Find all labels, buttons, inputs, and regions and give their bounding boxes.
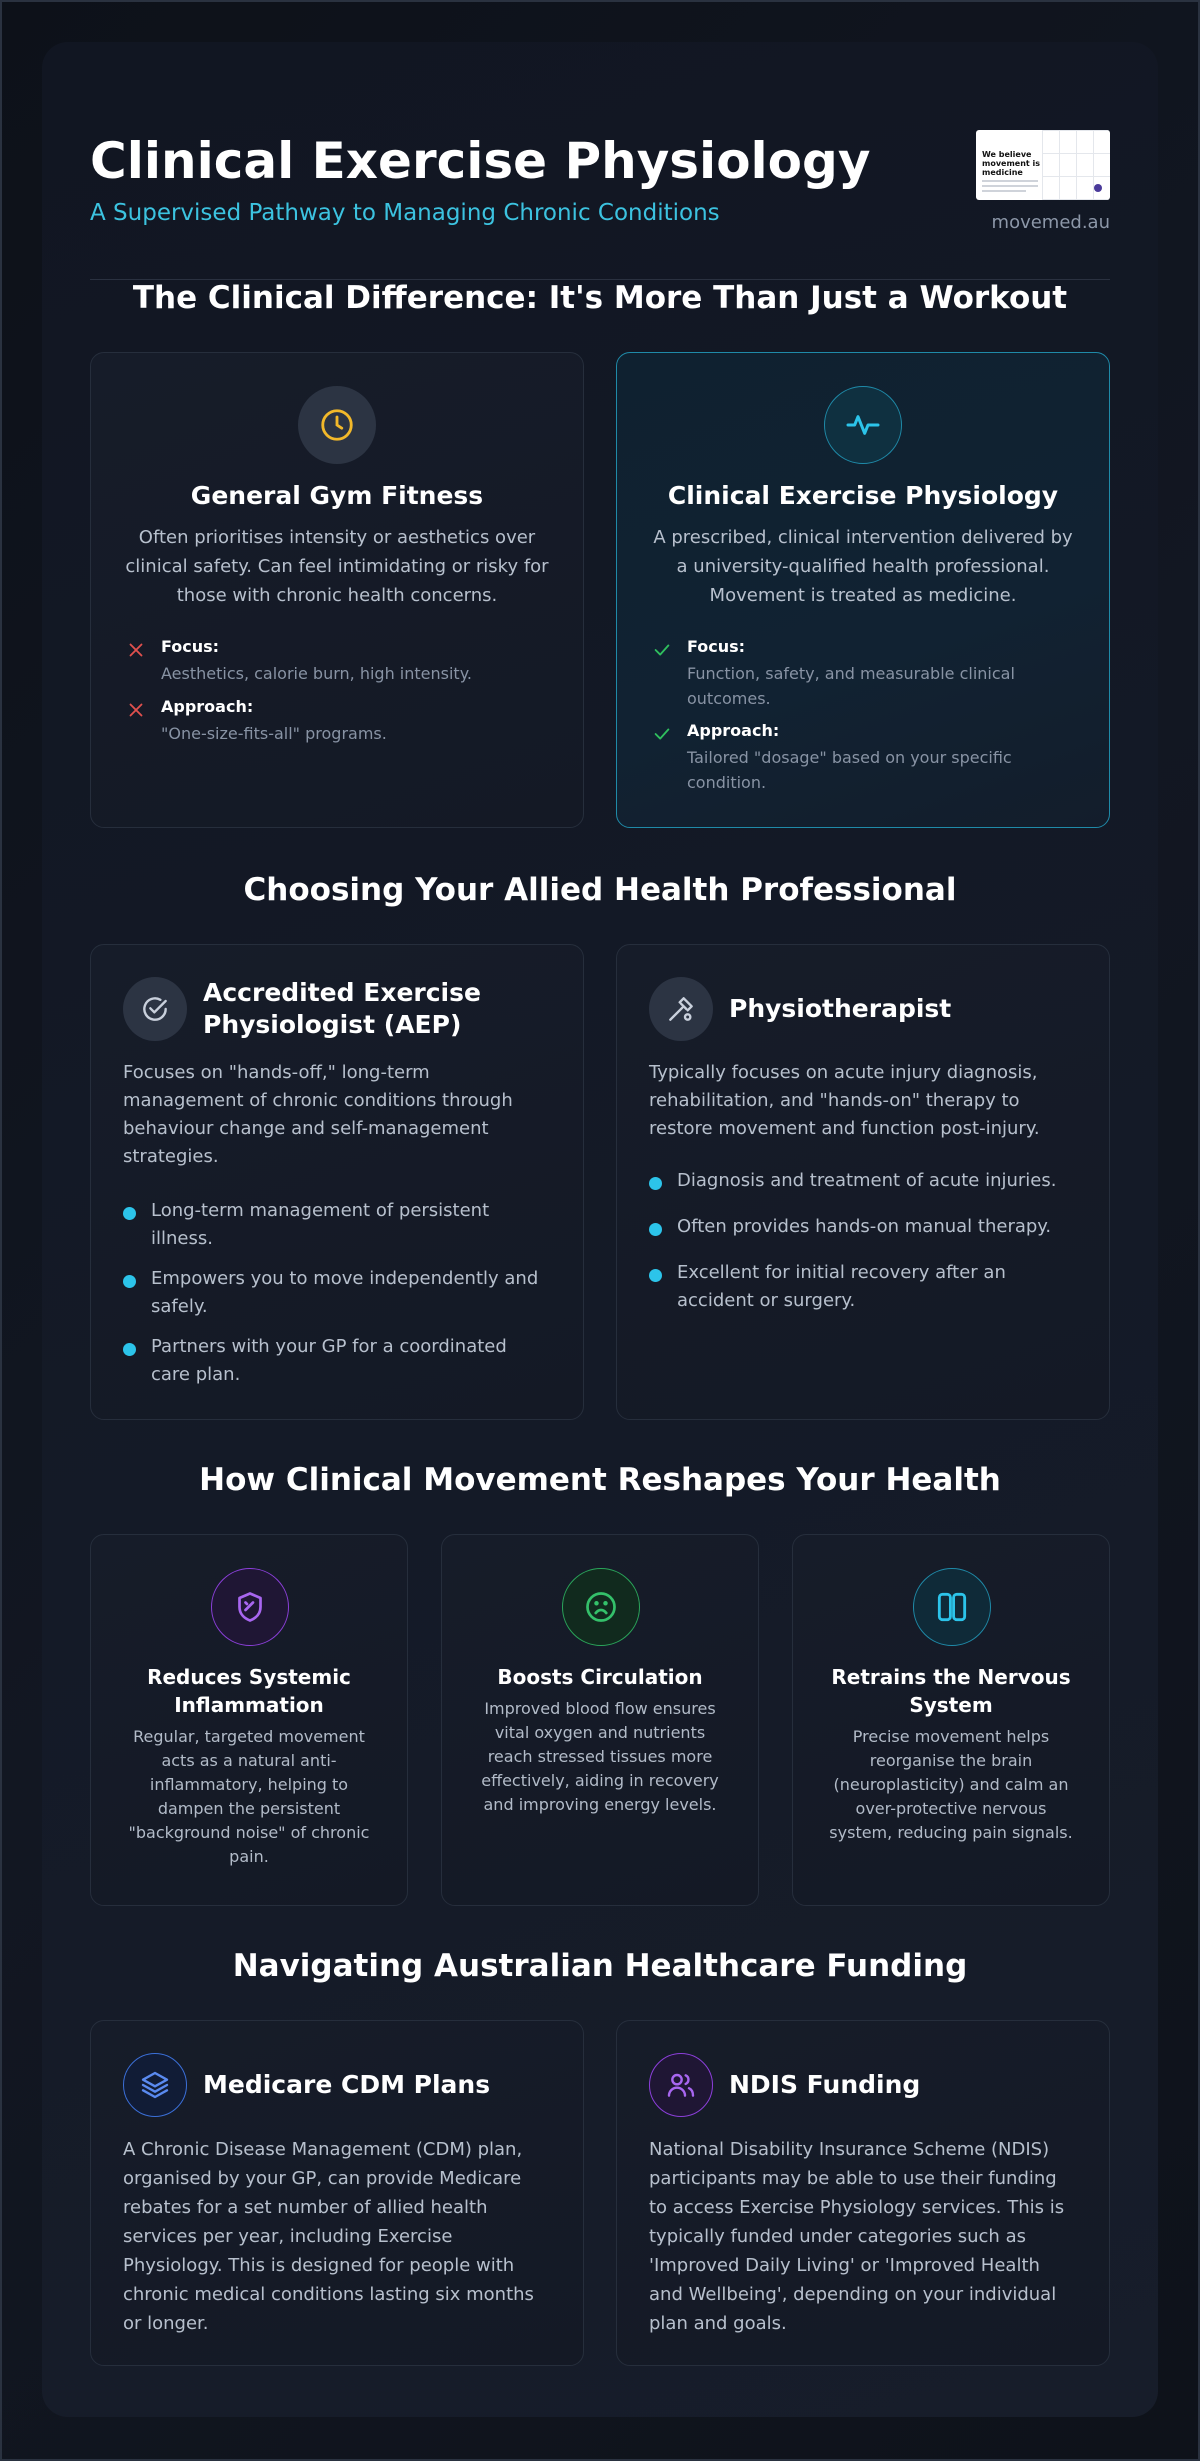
circulation-title: Boosts Circulation [497, 1665, 703, 1689]
thumbnail-text: We believe movement is medicine [982, 150, 1041, 177]
physio-card [616, 944, 1110, 1420]
clinical-ep-title: Clinical Exercise Physiology [667, 481, 1059, 510]
gym-approach-row [125, 697, 549, 747]
ndis-card [616, 2020, 1110, 2366]
clock-icon [298, 386, 376, 464]
check-circle-icon [123, 977, 187, 1041]
aep-point-text: Long-term management of persistent illness. [151, 1200, 490, 1249]
gym-focus-text: Aesthetics, calorie burn, high intensity. [161, 664, 472, 683]
nervous-system-description: Precise movement helps reorganise the brain (neuroplasticity) and calm an over-protective nervous system, reducing pain signals. [829, 1727, 1073, 1842]
physio-title: Physiotherapist [729, 994, 952, 1023]
gym-focus-label: Focus: [161, 637, 220, 656]
clinical-focus-text: Function, safety, and measurable clinical outcomes. [687, 664, 1015, 708]
check-icon [651, 723, 673, 745]
bullet-dot [123, 1275, 136, 1288]
aep-point-text: Partners with your GP for a coordinated care plan. [151, 1336, 507, 1385]
circulation-description: Improved blood flow ensures vital oxygen and nutrients reach stressed tissues more effectively, aiding in recovery and improving energy levels. [481, 1699, 719, 1814]
medicare-description: A Chronic Disease Management (CDM) plan, organised by your GP, can provide Medicare rebates for a set number of allied health services per year, including Exercise Physiology. This is designed for people with chronic medical conditions lasting six months or longer. [123, 2139, 534, 2334]
physio-point-1 [649, 1167, 1077, 1197]
aep-point-text: Empowers you to move independently and safely. [151, 1268, 539, 1317]
bullet-dot [649, 1223, 662, 1236]
gym-approach-text: "One-size-fits-all" programs. [161, 724, 387, 743]
bullet-dot [123, 1343, 136, 1356]
clinical-ep-card [616, 352, 1110, 828]
physio-point-2 [649, 1213, 1077, 1243]
header [90, 90, 1110, 280]
inflammation-description: Regular, targeted movement acts as a natural anti-inflammatory, helping to dampen the persistent "background noise" of chronic pain. [128, 1727, 370, 1866]
nervous-system-title: Retrains the Nervous System [831, 1665, 1071, 1717]
shield-icon [211, 1568, 289, 1646]
gym-fitness-description: Often prioritises intensity or aesthetics over clinical safety. Can feel intimidating or risky for those with chronic health concerns. [125, 527, 549, 606]
clinical-approach-row [651, 721, 1075, 797]
check-icon [651, 639, 673, 661]
professionals-heading: Choosing Your Allied Health Professional [243, 872, 957, 908]
clinical-approach-text: Tailored "dosage" based on your specific condition. [687, 748, 1012, 792]
clinical-focus-row [651, 637, 1075, 713]
physio-point-text: Diagnosis and treatment of acute injuries. [677, 1170, 1057, 1191]
medicare-title: Medicare CDM Plans [203, 2070, 491, 2099]
aep-card [90, 944, 584, 1420]
layers-icon [123, 2053, 187, 2117]
inflammation-card [90, 1534, 408, 1906]
bullet-dot [649, 1269, 662, 1282]
brand-logo-icon [1094, 184, 1102, 192]
aep-point-1 [123, 1197, 551, 1253]
physio-point-text: Often provides hands-on manual therapy. [677, 1216, 1052, 1237]
nervous-system-card [792, 1534, 1110, 1906]
aep-title: Accredited Exercise Physiologist (AEP) [203, 978, 481, 1039]
inflammation-title: Reduces Systemic Inflammation [147, 1665, 351, 1717]
aep-point-3 [123, 1333, 551, 1389]
clinical-approach-label: Approach: [687, 721, 780, 740]
book-open-icon [913, 1568, 991, 1646]
gym-approach-label: Approach: [161, 697, 254, 716]
aep-description: Focuses on "hands-off," long-term management of chronic conditions through behaviour change and self-management strategies. [123, 1062, 513, 1167]
physio-point-3 [649, 1259, 1077, 1315]
gym-focus-row [125, 637, 549, 687]
circulation-card [441, 1534, 759, 1906]
funding-heading: Navigating Australian Healthcare Funding [232, 1948, 968, 1984]
medicare-card [90, 2020, 584, 2366]
face-icon [562, 1568, 640, 1646]
gym-fitness-title: General Gym Fitness [190, 481, 484, 510]
bullet-dot [649, 1177, 662, 1190]
gym-fitness-card [90, 352, 584, 828]
hammer-icon [649, 977, 713, 1041]
page-subtitle: A Supervised Pathway to Managing Chronic Conditions [90, 200, 720, 226]
pulse-icon [824, 386, 902, 464]
clinical-ep-description: A prescribed, clinical intervention delivered by a university-qualified health professional. Movement is treated as medicine. [653, 527, 1073, 606]
brand-thumbnail[interactable] [976, 130, 1110, 200]
ndis-title: NDIS Funding [729, 2070, 921, 2099]
infographic-panel [42, 42, 1158, 2417]
x-icon [125, 639, 147, 661]
page-title: Clinical Exercise Physiology [90, 132, 871, 190]
clinical-focus-label: Focus: [687, 637, 746, 656]
comparison-heading: The Clinical Difference: It's More Than Just a Workout [132, 280, 1068, 316]
physio-description: Typically focuses on acute injury diagnosis, rehabilitation, and "hands-on" therapy to restore movement and function post-injury. [649, 1062, 1040, 1139]
ndis-description: National Disability Insurance Scheme (NDIS) participants may be able to use their funding to access Exercise Physiology services. This is typically funded under categories such as 'Improved Daily Living' or 'Improved Health and Wellbeing', depending on your individual plan and goals. [649, 2139, 1065, 2334]
users-icon [649, 2053, 713, 2117]
bullet-dot [123, 1207, 136, 1220]
aep-point-2 [123, 1265, 551, 1321]
benefits-heading: How Clinical Movement Reshapes Your Health [199, 1462, 1001, 1498]
physio-point-text: Excellent for initial recovery after an accident or surgery. [677, 1262, 1006, 1311]
x-icon [125, 699, 147, 721]
site-link[interactable]: movemed.au [991, 212, 1110, 233]
